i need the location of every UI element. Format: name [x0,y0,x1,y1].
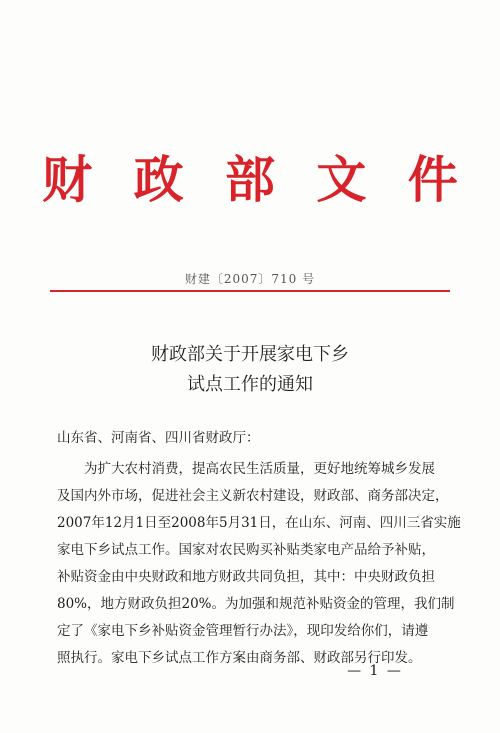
body-line: 2007年12月1日至2008年5月31日，在山东、河南、四川三省实施 [57,515,461,531]
body-paragraph [57,456,461,672]
body-line: 照执行。家电下乡试点工作方案由商务部、财政部另行印发。 [57,650,422,666]
notice-title-line-2: 试点工作的通知 [187,374,313,395]
page-number: — 1 — [347,663,403,679]
red-divider-line [50,290,450,292]
document-number: 财建〔2007〕710 号 [184,272,316,286]
body-line: 补贴资金由中央财政和地方财政共同负担，其中：中央财政负担 [57,569,435,585]
salutation: 山东省、河南省、四川省财政厅： [57,430,260,446]
document-header-title: 财 政 部 文 件 [42,150,470,209]
body-line: 为扩大农村消费，提高农民生活质量，更好地统筹城乡发展 [84,461,435,477]
body-line: 80%，地方财政负担20%。为加强和规范补贴资金的管理，我们制 [57,596,455,612]
notice-title-line-1: 财政部关于开展家电下乡 [151,344,349,365]
body-line: 家电下乡试点工作。国家对农民购买补贴类家电产品给予补贴， [57,542,435,558]
notice-title [0,340,500,400]
body-line: 及国内外市场，促进社会主义新农村建设，财政部、商务部决定， [57,488,449,504]
body-line: 定了《家电下乡补贴资金管理暂行办法》，现印发给你们，请遵 [57,623,429,639]
